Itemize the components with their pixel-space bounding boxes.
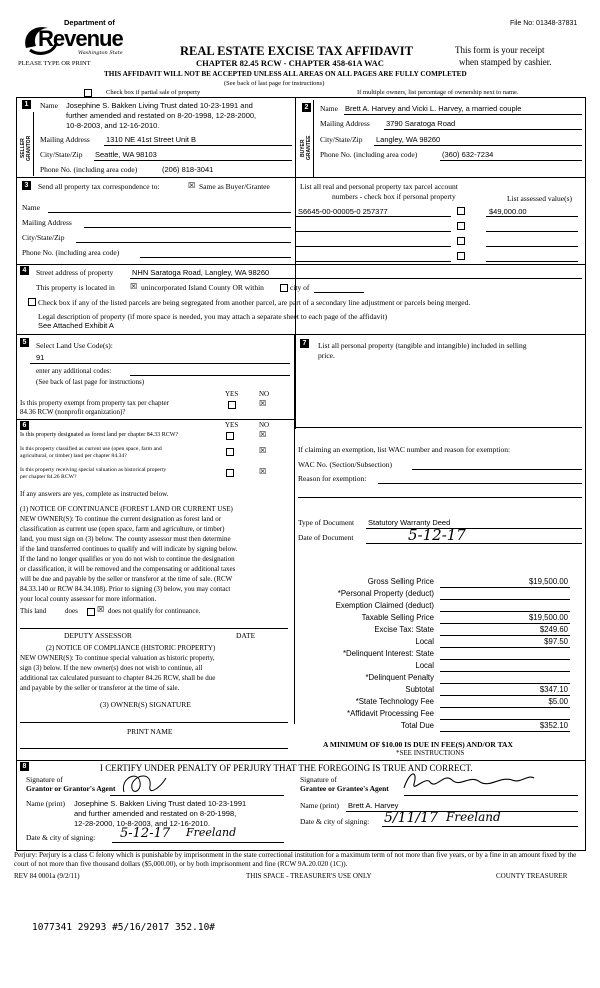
total-label: Subtotal xyxy=(405,685,434,694)
seller-mailing[interactable]: 1310 NE 41st Street Unit B xyxy=(106,135,197,144)
notice1-line: will be due and payable by the seller or transferor at the time of sale. (RCW xyxy=(20,575,233,583)
grantor-city[interactable]: Freeland xyxy=(186,826,237,839)
underline xyxy=(76,242,291,243)
please-type: PLEASE TYPE OR PRINT xyxy=(18,60,91,67)
additional-codes-label: enter any additional codes: xyxy=(36,367,112,375)
seller-phone-label: Phone No. (including area code) xyxy=(40,165,138,174)
buyer-name-label: Name xyxy=(320,104,338,113)
underline xyxy=(486,261,578,262)
underline xyxy=(296,261,451,262)
underline xyxy=(104,145,292,146)
grantee-signature[interactable] xyxy=(400,766,540,798)
underline xyxy=(374,145,582,146)
assessed-value[interactable]: $49,000.00 xyxy=(489,207,527,216)
notice2-line: and payable by the seller or transferor at the time of sale. xyxy=(20,684,180,692)
section-2-number: 2 xyxy=(302,103,311,112)
current-use-yes-checkbox[interactable] xyxy=(226,448,234,456)
grantee-name[interactable]: Brett A. Harvey xyxy=(348,801,399,810)
total-value[interactable]: $352.10 xyxy=(539,721,568,730)
exempt-no-checkbox[interactable]: ☒ xyxy=(259,399,267,408)
underline xyxy=(130,278,582,279)
underline xyxy=(20,628,288,629)
total-underline xyxy=(440,587,570,588)
notice1-line: 84.33.140 or RCW 84.34.108). Prior to signing (3) below, you may contact xyxy=(20,585,231,593)
doc-date-label: Date of Document xyxy=(298,533,354,542)
underline xyxy=(486,216,578,217)
buyer-name[interactable]: Brett A. Harvey and Vicki L. Harvey, a married couple xyxy=(345,104,522,113)
legal-description[interactable]: See Attached Exhibit A xyxy=(38,321,114,330)
see-back: (See back of last page for instructions) xyxy=(224,80,325,87)
total-value[interactable]: $19,500.00 xyxy=(528,613,568,622)
seller-city[interactable]: Seattle, WA 98103 xyxy=(95,150,157,159)
divider xyxy=(16,264,586,265)
legal-description-label: Legal description of property (if more space is needed, you may attach a separate sheet to each page of the affidavit) xyxy=(38,312,388,321)
buyer-phone-label: Phone No. (including area code) xyxy=(320,150,418,159)
segregated-checkbox[interactable] xyxy=(28,298,36,306)
doc-type[interactable]: Statutory Warranty Deed xyxy=(368,518,451,527)
grantor-name-line1[interactable]: Josephine S. Bakken Living Trust dated 10-23-1991 xyxy=(74,799,247,808)
corr-city-label: City/State/Zip xyxy=(22,233,65,242)
seller-name-label: Name xyxy=(40,101,58,110)
underline xyxy=(440,160,582,161)
parcel-list-label2: numbers - check box if personal property xyxy=(332,192,456,201)
no-header: NO xyxy=(259,390,270,398)
minimum-notice: A MINIMUM OF $10.00 IS DUE IN FEE(S) AND/OR TAX xyxy=(323,740,513,749)
if-any-yes: If any answers are yes, complete as instructed below. xyxy=(20,490,169,498)
total-label: *Affidavit Processing Fee xyxy=(347,709,434,718)
deputy-date: DATE xyxy=(236,631,256,640)
parcel-number[interactable]: S6645-00-00005-0 257377 xyxy=(298,207,388,216)
total-label: Exemption Claimed (deduct) xyxy=(335,601,434,610)
grantor-date-city-label: Date & city of signing: xyxy=(26,833,96,842)
exempt-q2: 84.36 RCW (nonprofit organization)? xyxy=(20,408,126,416)
total-underline xyxy=(440,647,570,648)
land-use-label: Select Land Use Code(s): xyxy=(36,341,113,350)
perjury-notice: Perjury: Perjury is a class C felony which is punishable by imprisonment in the state correctional institution for a maximum term of not more than five years, or by a fine in an amount fixed by the court of not more than five thousand dollars ($5,000.00), or by both imprisonment and fine (RCW 9A.20.020 (1C)). xyxy=(14,851,577,868)
divider xyxy=(16,177,586,178)
underline xyxy=(404,795,578,796)
county-treasurer: COUNTY TREASURER xyxy=(496,872,568,880)
multiple-owners: If multiple owners, list percentage of ownership next to name. xyxy=(357,89,519,96)
grantor-name-line2[interactable]: and further amended and restated on 8-20-1998, xyxy=(74,809,237,818)
notice2-line: additional tax calculated pursuant to chapter 84.26 RCW, shall be due xyxy=(20,674,216,682)
underline xyxy=(382,826,578,827)
section-5-number: 5 xyxy=(20,338,29,347)
underline xyxy=(314,292,364,293)
dept-logo xyxy=(18,14,128,60)
reason-label: Reason for exemption: xyxy=(298,474,367,483)
underline xyxy=(384,129,582,130)
corr-phone-label: Phone No. (including area code) xyxy=(22,248,120,257)
total-underline xyxy=(440,719,570,720)
underline xyxy=(20,748,288,749)
see-instructions: (See back of last page for instructions) xyxy=(36,378,145,386)
seller-mailing-label: Mailing Address xyxy=(40,135,90,144)
divider xyxy=(33,112,34,176)
forest-yes-checkbox[interactable] xyxy=(226,432,234,440)
buyer-vertical-label: BUYER GRANTEE xyxy=(300,135,312,161)
dept-state: Washington State xyxy=(78,50,123,56)
notice1-title: (1) NOTICE OF CONTINUANCE (FOREST LAND OR CURRENT USE) xyxy=(20,505,233,513)
corr-mailing-label: Mailing Address xyxy=(22,218,72,227)
forest-no-checkbox[interactable]: ☒ xyxy=(259,430,267,439)
underline xyxy=(366,528,582,529)
send-correspondence-label: Send all property tax correspondence to: xyxy=(38,182,160,191)
divider xyxy=(16,760,586,761)
underline xyxy=(296,231,451,232)
receipt-line1: This form is your receipt xyxy=(455,45,545,55)
underline xyxy=(94,160,292,161)
buyer-city-label: City/State/Zip xyxy=(320,135,363,144)
parcel-list-label1: List all real and personal property tax parcel account xyxy=(300,182,458,191)
city-of-label: city of xyxy=(290,283,310,292)
notice1-line: classification as current use (open space, farm and agriculture, or timber) xyxy=(20,525,225,533)
treasurer-stamp: 1077341 29293 #5/16/2017 352.10# xyxy=(32,922,216,933)
doc-date[interactable]: 5-12-17 xyxy=(408,526,466,544)
notice1-line: or classification, it will be removed and the compensating or additional taxes xyxy=(20,565,236,573)
underline xyxy=(48,212,291,213)
seller-phone[interactable]: (206) 818-3041 xyxy=(162,165,214,174)
partial-sale: Check box if partial sale of property xyxy=(106,89,201,96)
dept-logo-text: Revenue xyxy=(38,26,123,51)
total-value[interactable]: $5.00 xyxy=(548,697,568,706)
total-value[interactable]: $249.60 xyxy=(539,625,568,634)
grantor-name-line3[interactable]: 12-28-2000, 10-8-2003, and 12-16-2010. xyxy=(74,819,210,828)
underline xyxy=(366,543,582,544)
total-label: *State Technology Fee xyxy=(355,697,434,706)
file-number: File No: 01348-37831 xyxy=(510,20,578,27)
same-as-buyer-label: Same as Buyer/Grantee xyxy=(199,182,270,191)
land-use-code[interactable]: 91 xyxy=(36,353,45,362)
total-label: Gross Selling Price xyxy=(367,577,434,586)
historic-question1: Is this property receiving special valuation as historical property xyxy=(20,467,167,473)
corr-name-label: Name xyxy=(22,203,40,212)
section-4-number: 4 xyxy=(20,266,29,275)
underline xyxy=(486,231,578,232)
personal-property-checkbox-4[interactable] xyxy=(457,252,465,260)
exemption-claim-label: If claiming an exemption, list WAC number and reason for exemption: xyxy=(298,445,511,454)
divider xyxy=(313,100,314,177)
total-underline xyxy=(440,611,570,612)
notice2-line: sign (3) below. If the new owner(s) does not wish to continue, all xyxy=(20,664,203,672)
total-underline xyxy=(440,659,570,660)
form-title: REAL ESTATE EXCISE TAX AFFIDAVIT xyxy=(180,44,413,58)
section-8-number: 8 xyxy=(20,762,29,771)
total-underline xyxy=(440,599,570,600)
total-label: Taxable Selling Price xyxy=(361,613,434,622)
notice1-line: If the land no longer qualifies or you do not wish to continue the designation xyxy=(20,555,235,563)
underline xyxy=(30,363,290,364)
total-value[interactable]: $97.50 xyxy=(544,637,568,646)
underline xyxy=(298,497,582,498)
underline xyxy=(412,469,582,470)
total-label: Local xyxy=(415,637,434,646)
underline xyxy=(112,842,284,843)
underline xyxy=(486,246,578,247)
notice2-title: (2) NOTICE OF COMPLIANCE (HISTORIC PROPERTY) xyxy=(46,644,216,652)
underline xyxy=(296,216,451,217)
does-checkbox[interactable] xyxy=(87,608,95,616)
historic-no-checkbox[interactable]: ☒ xyxy=(259,467,267,476)
underline xyxy=(84,227,291,228)
personal-property-checkbox-2[interactable] xyxy=(457,222,465,230)
rev-code: REV 84 0001a (9/2/11) xyxy=(14,872,80,880)
section-6-number: 6 xyxy=(20,421,29,430)
divider xyxy=(16,419,294,420)
buyer-mailing-label: Mailing Address xyxy=(320,119,370,128)
partial-sale-checkbox[interactable] xyxy=(84,89,92,97)
total-label: *Personal Property (deduct) xyxy=(337,589,434,598)
grantor-sig-label-a: Signature of xyxy=(26,775,63,784)
section-1-number: 1 xyxy=(22,100,31,109)
yes-header: YES xyxy=(225,390,239,398)
buyer-phone[interactable]: (360) 632-7234 xyxy=(442,150,494,159)
total-underline xyxy=(440,623,570,624)
deputy-assessor: DEPUTY ASSESSOR xyxy=(64,631,132,640)
forest-question: Is this property designated as forest land per chapter 84.33 RCW? xyxy=(20,432,179,438)
underline xyxy=(110,795,284,796)
personal-property-checkbox-1[interactable] xyxy=(457,207,465,215)
street-address[interactable]: NHN Saratoga Road, Langley, WA 98260 xyxy=(132,268,270,277)
grantee-date-city-label: Date & city of signing: xyxy=(300,817,370,826)
street-label: Street address of property xyxy=(36,268,114,277)
total-underline xyxy=(440,731,570,732)
not-accepted-notice: THIS AFFIDAVIT WILL NOT BE ACCEPTED UNLESS ALL AREAS ON ALL PAGES ARE FULLY COMPLETED xyxy=(104,70,467,78)
underline xyxy=(140,257,291,258)
grantee-city[interactable]: Freeland xyxy=(446,810,501,824)
underline xyxy=(296,246,451,247)
exempt-q1: Is this property exempt from property tax per chapter xyxy=(20,399,169,407)
current-use-no-checkbox[interactable]: ☒ xyxy=(259,446,267,455)
segregated-label: Check box if any of the listed parcels are being segregated from another parcel, are part of a secondary line adjustment or parcels being merged. xyxy=(38,298,471,307)
total-underline xyxy=(440,695,570,696)
divider xyxy=(16,334,586,335)
total-label: *Delinquent Interest: State xyxy=(342,649,434,658)
located-label: This property is located in xyxy=(36,283,115,292)
underline xyxy=(378,483,582,484)
grantor-sig-label-b: Grantor or Grantor's Agent xyxy=(26,784,116,793)
grantee-print-label: Name (print) xyxy=(300,801,339,810)
within-city-checkbox[interactable] xyxy=(280,284,288,292)
seller-name-line1[interactable]: Josephine S. Bakken Living Trust dated 10-23-1991 and xyxy=(66,101,253,110)
wac-label: WAC No. (Section/Subsection) xyxy=(298,460,392,469)
seller-city-label: City/State/Zip xyxy=(40,150,83,159)
notice1-line: if the land transferred continues to qualify and will indicate by signing below. xyxy=(20,545,238,553)
same-as-buyer-checkbox[interactable]: ☒ xyxy=(188,181,196,190)
notice1-line: NEW OWNER(S): To continue the current designation as forest land or xyxy=(20,515,222,523)
total-underline xyxy=(440,635,570,636)
historic-yes-checkbox[interactable] xyxy=(226,469,234,477)
underline xyxy=(296,427,582,428)
center-divider xyxy=(295,97,296,429)
grantor-print-label: Name (print) xyxy=(26,799,65,808)
total-label: Total Due xyxy=(401,721,434,730)
personal-property-label1: List all personal property (tangible and intangible) included in selling xyxy=(318,341,527,350)
dept-line: Department of xyxy=(64,18,115,27)
personal-property-label2: price. xyxy=(318,351,335,360)
print-name-label: PRINT NAME xyxy=(127,727,173,736)
notice2-line: NEW OWNER(S): To continue special valuation as historic property, xyxy=(20,654,215,662)
assessed-label: List assessed value(s) xyxy=(507,194,572,203)
owner-signature-label: (3) OWNER(S) SIGNATURE xyxy=(100,700,191,709)
certify-statement: I CERTIFY UNDER PENALTY OF PERJURY THAT THE FOREGOING IS TRUE AND CORRECT. xyxy=(100,763,473,773)
total-underline xyxy=(440,671,570,672)
total-label: Excise Tax: State xyxy=(374,625,434,634)
grantee-sig-label-b: Grantee or Grantee's Agent xyxy=(300,784,389,793)
total-value[interactable]: $19,500.00 xyxy=(528,577,568,586)
section-3-number: 3 xyxy=(22,181,31,190)
total-value[interactable]: $347.10 xyxy=(539,685,568,694)
this-land-label: This land xyxy=(20,607,47,615)
buyer-city[interactable]: Langley, WA 98260 xyxy=(376,135,441,144)
see-instructions-note: *SEE INSTRUCTIONS xyxy=(396,749,465,757)
form-chapter: CHAPTER 82.45 RCW - CHAPTER 458-61A WAC xyxy=(196,58,384,68)
personal-property-checkbox-3[interactable] xyxy=(457,237,465,245)
center-divider xyxy=(294,334,295,724)
unincorporated-checkbox[interactable]: ☒ xyxy=(130,282,138,291)
seller-name-line2[interactable]: further amended and restated on 8-20-1998, 12-28-2000, xyxy=(66,111,257,120)
treasurer-space: THIS SPACE - TREASURER'S USE ONLY xyxy=(246,872,372,880)
notice1-line: your local county assessor for more information. xyxy=(20,595,157,603)
total-label: Local xyxy=(415,661,434,670)
seller-vertical-label: SELLER GRANTOR xyxy=(20,135,32,161)
buyer-mailing[interactable]: 3790 Saratoga Road xyxy=(386,119,456,128)
grantee-sig-label-a: Signature of xyxy=(300,775,337,784)
notice1-line: land, you must sign on (3) below. The county assessor must then determine xyxy=(20,535,231,543)
grantor-date[interactable]: 5-12-17 xyxy=(120,826,171,841)
yes-header-6: YES xyxy=(225,421,239,429)
underline xyxy=(130,375,290,376)
total-label: *Delinquent Penalty xyxy=(365,673,434,682)
exempt-yes-checkbox[interactable] xyxy=(228,401,236,409)
unincorporated-label: unincorporated Island County OR within xyxy=(141,283,264,292)
doc-type-label: Type of Document xyxy=(298,518,355,527)
total-underline xyxy=(440,683,570,684)
current-use-question2: agricultural, or timber) land per chapter 84.34? xyxy=(20,453,127,459)
grantee-date[interactable]: 5/11/17 xyxy=(384,810,438,826)
receipt-line2: when stamped by cashier. xyxy=(459,57,552,67)
grantee-signature-icon xyxy=(400,766,540,796)
does-not-checkbox[interactable]: ☒ xyxy=(97,605,105,614)
current-use-question1: Is this property classified as current use (open space, farm and xyxy=(20,446,162,452)
historic-question2: per chapter 84.26 RCW? xyxy=(20,474,77,480)
grantor-signature[interactable] xyxy=(118,768,178,802)
does-not-label: does not qualify for continuance. xyxy=(108,607,201,615)
seller-name-line3[interactable]: 10-8-2003, and 12-16-2010. xyxy=(66,121,160,130)
underline xyxy=(344,114,582,115)
section-7-number: 7 xyxy=(300,339,309,348)
total-underline xyxy=(440,707,570,708)
underline xyxy=(20,722,288,723)
no-header-6: NO xyxy=(259,421,270,429)
does-label: does xyxy=(65,607,78,615)
